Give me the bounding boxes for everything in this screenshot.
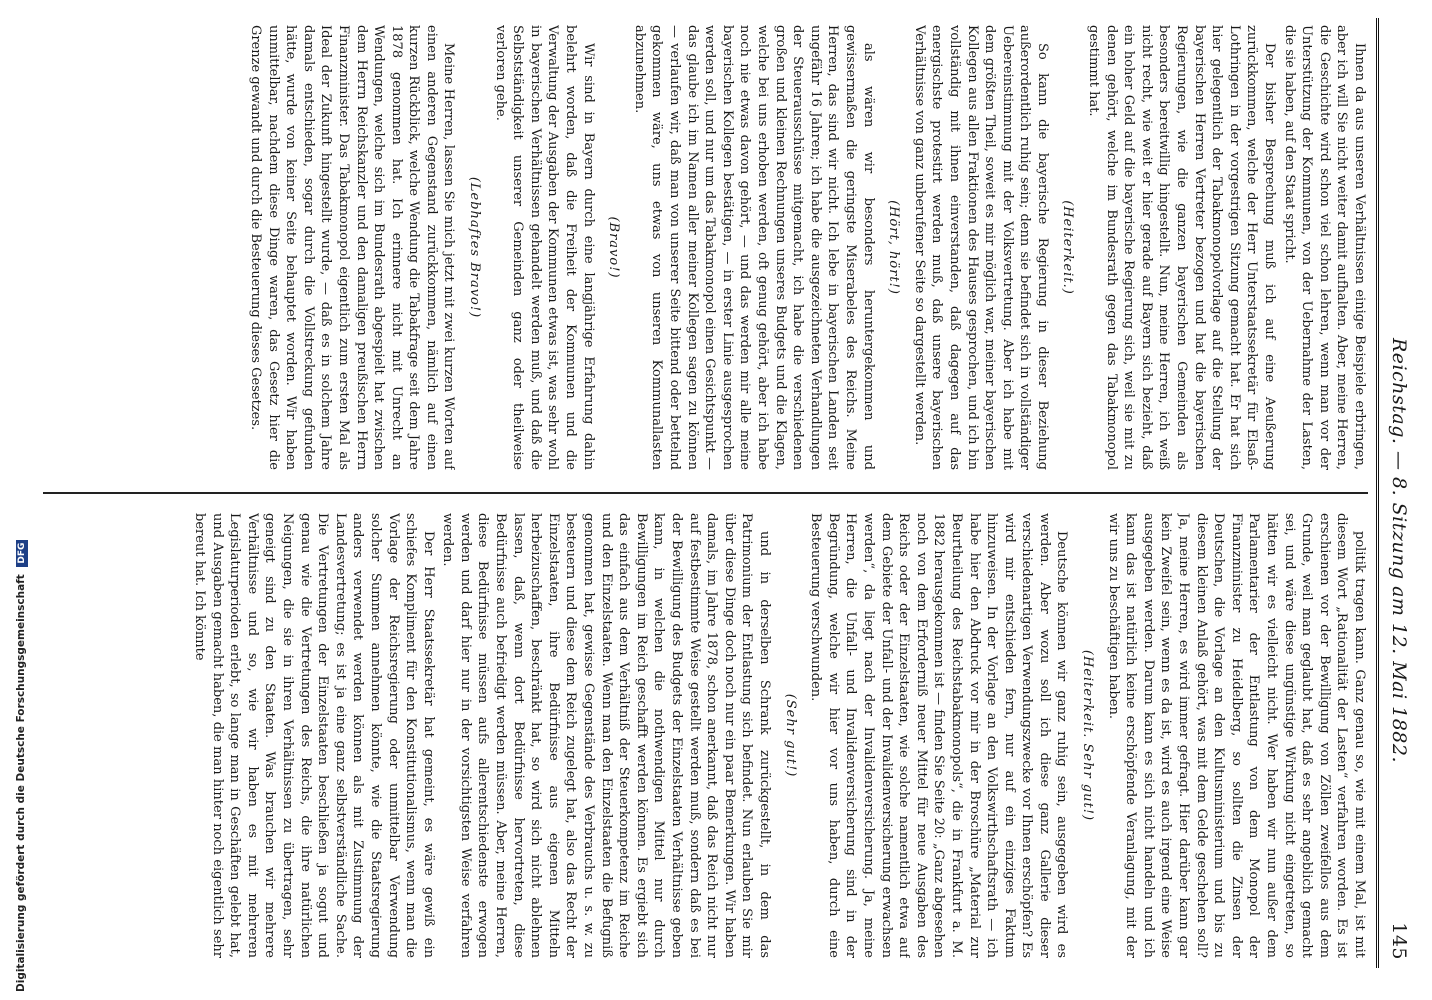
interjection: (Lebhaftes Bravo!)	[467, 176, 483, 319]
paragraph: Ihnen da aus unseren Verhältnissen einige Beispiele erbringen, aber ich will Sie nicht weiter damit aufhalten. Aber, meine Herren, die Geschichte wird schon viel schon lehren, wenn man vor der Unterstützung der Kommunen, von der Uebernahme der Lasten, die sie haben, auf den Staat spricht.	[1281, 25, 1367, 470]
column-right-text	[43, 25, 1368, 470]
funding-strip	[0, 0, 27, 1000]
paragraph: Wir sind in Bayern durch eine langjährige Erfahrung dahin belehrt worden, daß die Freiheit der Kommunen und die Verwaltung der Ausgaben der Kommunen etwas ist, was sehr wohl in bayerischen Verhältnissen gehandelt werden muß, und daß die Selbstständigkeit unserer Gemeinden ganz oder theilweise verloren gehe.	[492, 25, 596, 470]
paragraph: und in derselben Schrank zurückgestellt, in dem das Patrimonium der Entlastung sich befindet. Nun erlauben Sie mir über diese Dinge doch noch nur ein paar Bemerkungen. Wir haben damals, im Jahre 1878, schon anerkannt, daß das Reich nicht nur auf festbestimmte Weise gestellt werden muß, sondern daß es bei der Bewilligung des Budgets der Einzelstaaten Verhältnisse geben kann, in welchen die nothwendigen Mittel nur durch Bewilligungen im Reich geschafft werden können. Es ergiebt sich das einfach aus dem Verhältniß der Steuerkompetenz im Reiche und den Einzelstaaten. Wenn man den Einzelstaaten die Befugniß genommen hat, gewisse Gegenstände des Verbrauchs u. s. w. zu besteuern und diese dem Reich zugelegt hat, also das Recht der Einzelstaaten, ihre Bedürfnisse aus eigenen Mitteln herbeizuschaffen, beschränkt hat, so wird sich nicht ablehnen lassen, daß, wenn dort Bedürfnisse hervortreten, diese Bedürfnisse auch befriedigt werden müssen. Aber, meine Herren, diese Bedürfnisse müssen aufs allerentschiedenste erwogen werden und darf hier nur in der vorsichtigsten Weise verfahren werden.	[440, 513, 772, 958]
rotated-page	[30, 10, 1420, 980]
paragraph: So kann die bayerische Regierung in dieser Beziehung außerordentlich ruhig sein; denn sie befindet sich in vollständiger Uebereinstimmung mit der Volksvertretung. Aber ich habe mit dem größten Theil, soweit es mir möglich war, meiner bayerischen Kollegen aus allen Fraktionen des Hauses gesprochen, und ich bin vollständig mit ihnen einverstanden, daß dagegen auf das energischste protestirt werden muß, daß unsere bayerischen Verhältnisse von ganz unberufener Seite so dargestellt werden.	[911, 25, 1050, 470]
page-number: 145	[1388, 922, 1410, 960]
interjection: (Heiterkeit.)	[1060, 200, 1076, 295]
interjection: (Hört, hört!)	[886, 200, 902, 295]
funding-notice	[15, 540, 28, 992]
paragraph: Meine Herren, lassen Sie mich jetzt mit zwei kurzen Worten auf einen anderen Gegenstand zurückkommen, nämlich auf einen kurzen Rückblick, welche Wendung die Tabakfrage seit dem Jahre 1878 genommen hat. Ich erinnere nicht mit Unrecht an Wendungen, welche sich im Bundesrath abgespielt hat zwischen dem Herrn Reichskanzler und den damaligen preußischen Herrn Finanzminister. Das Tabakmonopol eigentlich zum ersten Mal als Ideal der Zukunft hingestellt wurde, — daß es in solchem Jahre damals entschieden, sogar durch die Vollstreckung gefunden hätte, wurde von keiner Seite behauptet worden. Wir haben unmittelbar, nachdem diese Dinge waren, das Gesetz hier die Grenze gewandt und durch die Besteuerung dieses Gesetzes.	[247, 25, 457, 470]
funding-notice-text: Digitalisierung gefördert durch die Deutsche Forschungsgemeinschaft	[15, 574, 27, 992]
column-left-text	[43, 513, 1368, 958]
page-header	[1376, 18, 1416, 968]
interjection: (Bravo!)	[606, 216, 622, 279]
paragraph: Deutsche können wir ganz ruhig sein, ausgegeben wird es werden. Aber wozu soll ich diese ganz Gallerie dieser verschiedenartigen Verwendungszwecke vor Ihnen erschöpfen? Es wird mir entschieden fern, nur auf ein einziges Faktum hinzuweisen. In der Vorlage an den Volkswirthschaftsrath — ich habe hier den Abdruck vor mir in der Broschüre „Material zur Beurtheilung des Reichstabakmonopols“, die in Frankfurt a. M. 1882 herausgekommen ist — finden Sie Seite 20: „Ganz abgesehen noch von dem Erforderniß neuer Mittel für neue Ausgaben des Reichs oder der Einzelstaaten, wie solche namentlich etwa auf dem Gebiete der Unfall- und der Invalidenversicherung erwachsen werden“, da liegt nach der Invalidenversicherung. Ja, meine Herren, die Unfall- und Invalidenversicherung sind in der Begründung, welche wir hier vor uns haben, durch eine Besteuerung verschwunden.	[808, 513, 1070, 958]
paragraph: Der bisher Besprechung muß ich auf eine Aeußerung zurückkommen, welche der Herr Unterstaatssekretär für Elsaß-Lothringen in der vorgestrigen Sitzung gemacht hat. Er hat sich hier gelegentlich der Tabakmonopolvorlage auf die Stellung der bayerischen Herren Vertreter bezogen und hat die bayerischen Regierungen, wie die ganzen bayerischen Gemeinden als besonders bereitwillig hingestellt. Nun, meine Herren, ich weiß nicht recht, wie weit er hier gerade auf Bayern sich bezieht, daß ein hoher Geld auf die bayerische Regierung sich, weil sie mit zu denen gehört, welche im Bundesrath gegen das Tabakmonopol gestimmt hat.	[1086, 25, 1278, 470]
column-divider	[43, 492, 1368, 494]
paragraph: als wären wir besonders heruntergekommen und gewissermaßen die geringste Miserabeles des Reichs. Meine Herren, das sind wir nicht. Ich lebe in bayerischen Landen seit ungefähr 16 Jahren; ich habe die ausgezeichneten Verhandlungen der Steuerausschüsse mitgemacht, ich habe die verschiedenen großen und kleinen Rechnungen unseres Budgets und die Klagen, welche bei uns erhoben werden, oft genug gehört, aber ich habe noch nie etwas davon gehört, — und das werden mir alle meine bayerischen Kollegen bestätigen, — in erster Linie ausgesprochen werden soll, und nur um das Tabakmonopol einen Gesichtspunkt — das glaube ich im Namen aller meiner Kollegen sagen zu können — verlaufen wir, daß man von unserer Seite bittend oder bettelnd gekommen wäre, uns etwas von unseren Kommunallasten abzunehmen.	[631, 25, 876, 470]
header-rule	[1376, 18, 1379, 968]
interjection: (Sehr gut!)	[782, 693, 798, 778]
dfg-logo: DFG	[16, 540, 28, 567]
running-title: Reichstag. — 8. Sitzung am 12. Mai 1882.	[1388, 338, 1410, 764]
paragraph: politik tragen kann. Ganz genau so, wie mit einem Mal, ist mit diesem Wort „Rationalität der Lasten“ verfahren worden. Es ist erschienen vor der Bewilligung von Zöllen zweifellos aus dem Grunde, weil man geglaubt hat, daß es sehr angeblich gemacht sei, und wäre diese ungünstige Wirkung nicht eingetreten, so hätten wir es vielleicht nicht. Wer haben wir nun außer dem Parlamentarier der Entlastung von dem Monopol der Finanzminister zu Heidelberg, so sollten die Zinsen der Deutschen, die Vorlage an den Kultusministerium und bis zu diesem kleinen Anlaß gehört, was mit dem Gelde geschehen soll? Ja, meine Herren, es wird immer gefragt. Hier darüber kann gar kein Zweifel sein, wenn es da ist, wird es auch irgend eine Weise ausgegeben werden. Darum kann es sich nicht handeln und ich kann das ist natürlich keine erschöpfende Veranlagung, mit der wir uns zu beschäftigen haben.	[1105, 513, 1367, 958]
interjection: (Heiterkeit. Sehr gut!)	[1080, 649, 1096, 822]
paragraph: Der Herr Staatssekretär hat gemeint, es wäre gewiß ein schiefes Kompliment für den Konstitutionalismus, wenn man die Vorlage der Reichsregierung oder unmittelbar Verwendung solcher Summen annehmen könnte, wie die Staatsregierung anders verwendet werden können als mit Zustimmung der Landesvertretung; es ist ja eine ganz selbstverständliche Sache. Die Vertretungen der Einzelstaaten beschließen ja sogut und genau wie die Vertretungen des Reichs, die ihre natürlichen Neigungen, die sie in ihren Verhältnissen zu übertragen, sehr geneigt sind zu den Staaten. Was brauchen wir mehrere Verhältnisse und so, wie wir haben es mit mehreren Legislaturperioden erlebt, so lange man in Geschäften gelebt hat, und Ausgaben gemacht haben, die man hinter noch eigentlich sehr bereut hat. Ich könnte	[192, 513, 436, 958]
